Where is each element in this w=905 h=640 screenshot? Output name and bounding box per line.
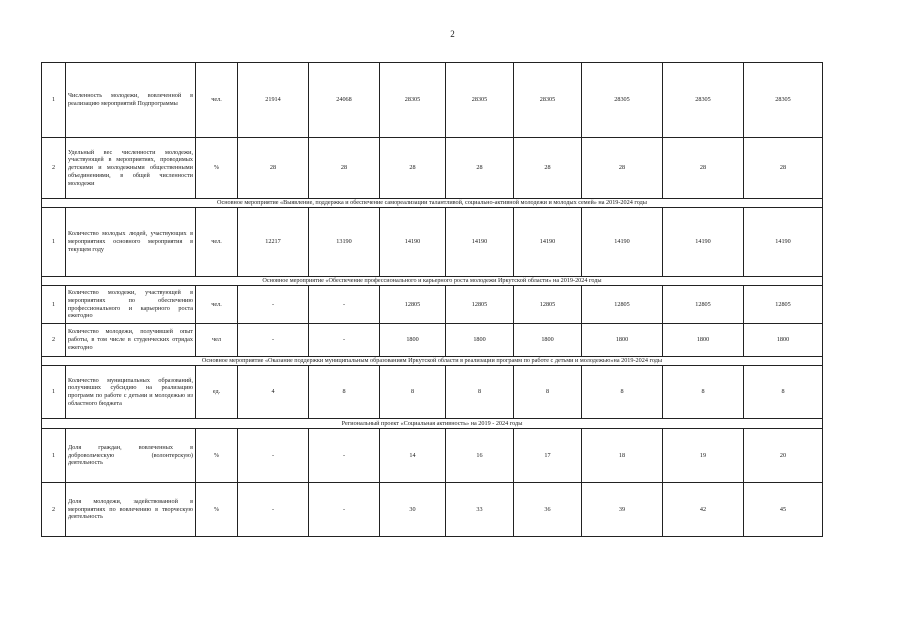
value-cell: 28 — [309, 138, 380, 199]
value-cell: 39 — [582, 483, 663, 537]
row-number: 1 — [42, 208, 66, 277]
value-cell: 14190 — [446, 208, 514, 277]
table-row — [42, 324, 823, 357]
section-header-row — [42, 277, 823, 286]
indicator-name: Численность молодежи, вовлеченной в реализацию мероприятий Подпрограммы — [66, 63, 196, 138]
value-cell: 1800 — [744, 324, 823, 357]
unit-cell: ед. — [196, 366, 238, 419]
value-cell: 12805 — [663, 286, 744, 324]
row-number: 1 — [42, 63, 66, 138]
value-cell: 12805 — [380, 286, 446, 324]
indicator-name: Доля молодежи, задействованной в мероприятиях по вовлечению в творческую деятельность — [66, 483, 196, 537]
table-row — [42, 63, 823, 138]
value-cell: 8 — [446, 366, 514, 419]
value-cell: - — [238, 286, 309, 324]
value-cell: 28305 — [446, 63, 514, 138]
value-cell: 1800 — [446, 324, 514, 357]
row-number: 2 — [42, 483, 66, 537]
value-cell: 14190 — [514, 208, 582, 277]
value-cell: 28305 — [380, 63, 446, 138]
value-cell: - — [309, 429, 380, 483]
value-cell: 4 — [238, 366, 309, 419]
indicator-name: Количество молодых людей, участвующих в мероприятиях основного мероприятия в текущем году — [66, 208, 196, 277]
value-cell: 8 — [744, 366, 823, 419]
value-cell: 8 — [663, 366, 744, 419]
unit-cell: % — [196, 138, 238, 199]
value-cell: 30 — [380, 483, 446, 537]
value-cell: 28305 — [744, 63, 823, 138]
value-cell: 8 — [309, 366, 380, 419]
value-cell: 12805 — [514, 286, 582, 324]
value-cell: 14190 — [663, 208, 744, 277]
value-cell: - — [309, 324, 380, 357]
section-title: Основное мероприятие «Обеспечение профессионального и карьерного роста молодежи Иркутской области» на 2019-2024 годы — [42, 277, 823, 286]
value-cell: 36 — [514, 483, 582, 537]
value-cell: - — [238, 324, 309, 357]
value-cell: 1800 — [380, 324, 446, 357]
value-cell: 28305 — [582, 63, 663, 138]
value-cell: 28 — [582, 138, 663, 199]
value-cell: - — [309, 286, 380, 324]
value-cell: 1800 — [663, 324, 744, 357]
unit-cell: чел. — [196, 208, 238, 277]
value-cell: 24068 — [309, 63, 380, 138]
value-cell: 21914 — [238, 63, 309, 138]
value-cell: 28 — [446, 138, 514, 199]
value-cell: 17 — [514, 429, 582, 483]
indicators-table — [41, 62, 823, 537]
section-header-row — [42, 419, 823, 429]
value-cell: 13190 — [309, 208, 380, 277]
indicator-name: Удельный вес численности молодежи, участвующей в мероприятиях, проводимых детскими и молодежными общественными объединениями, в общей численности молодежи — [66, 138, 196, 199]
value-cell: 28 — [238, 138, 309, 199]
value-cell: 33 — [446, 483, 514, 537]
unit-cell: % — [196, 483, 238, 537]
value-cell: - — [238, 483, 309, 537]
indicator-name: Количество молодежи, участвующей в мероприятиях по обеспечению профессионального и карьерного роста ежегодно — [66, 286, 196, 324]
indicator-name: Доля граждан, вовлеченных в добровольческую (волонтерскую) деятельность — [66, 429, 196, 483]
value-cell: - — [309, 483, 380, 537]
section-title: Региональный проект «Социальная активность» на 2019 - 2024 годы — [42, 419, 823, 429]
row-number: 2 — [42, 138, 66, 199]
unit-cell: чел. — [196, 286, 238, 324]
value-cell: - — [238, 429, 309, 483]
section-title: Основное мероприятие «Выявление, поддержка и обеспечение самореализации талантливой, социально-активной молодежи и молодых семей» на 2019-2024 годы — [42, 199, 823, 208]
value-cell: 14190 — [380, 208, 446, 277]
section-title: Основное мероприятие «Оказание поддержки муниципальным образованиям Иркутской области в реализации программ по работе с детьми и молодежью»на 2019-2024 годы — [42, 357, 823, 366]
table-row — [42, 366, 823, 419]
section-header-row — [42, 357, 823, 366]
value-cell: 28305 — [663, 63, 744, 138]
table-row — [42, 429, 823, 483]
row-number: 1 — [42, 366, 66, 419]
value-cell: 28 — [744, 138, 823, 199]
value-cell: 28 — [380, 138, 446, 199]
table-row — [42, 286, 823, 324]
value-cell: 12805 — [582, 286, 663, 324]
value-cell: 18 — [582, 429, 663, 483]
value-cell: 42 — [663, 483, 744, 537]
value-cell: 1800 — [514, 324, 582, 357]
value-cell: 28305 — [514, 63, 582, 138]
value-cell: 8 — [380, 366, 446, 419]
table-row — [42, 483, 823, 537]
value-cell: 16 — [446, 429, 514, 483]
value-cell: 28 — [663, 138, 744, 199]
unit-cell: % — [196, 429, 238, 483]
indicator-name: Количество молодежи, получившей опыт работы, в том числе в студенческих отрядах ежегодно — [66, 324, 196, 357]
row-number: 2 — [42, 324, 66, 357]
value-cell: 19 — [663, 429, 744, 483]
value-cell: 8 — [514, 366, 582, 419]
table-row — [42, 138, 823, 199]
row-number: 1 — [42, 429, 66, 483]
unit-cell: чел. — [196, 63, 238, 138]
value-cell: 1800 — [582, 324, 663, 357]
row-number: 1 — [42, 286, 66, 324]
indicator-name: Количество муниципальных образований, получивших субсидию на реализацию программ по работе с детьми и молодежью из областного бюджета — [66, 366, 196, 419]
unit-cell: чел — [196, 324, 238, 357]
value-cell: 20 — [744, 429, 823, 483]
section-header-row — [42, 199, 823, 208]
value-cell: 8 — [582, 366, 663, 419]
value-cell: 12805 — [744, 286, 823, 324]
value-cell: 28 — [514, 138, 582, 199]
value-cell: 45 — [744, 483, 823, 537]
page-number: 2 — [450, 29, 455, 39]
table-row — [42, 208, 823, 277]
value-cell: 12805 — [446, 286, 514, 324]
value-cell: 14190 — [744, 208, 823, 277]
value-cell: 14190 — [582, 208, 663, 277]
value-cell: 14 — [380, 429, 446, 483]
value-cell: 12217 — [238, 208, 309, 277]
